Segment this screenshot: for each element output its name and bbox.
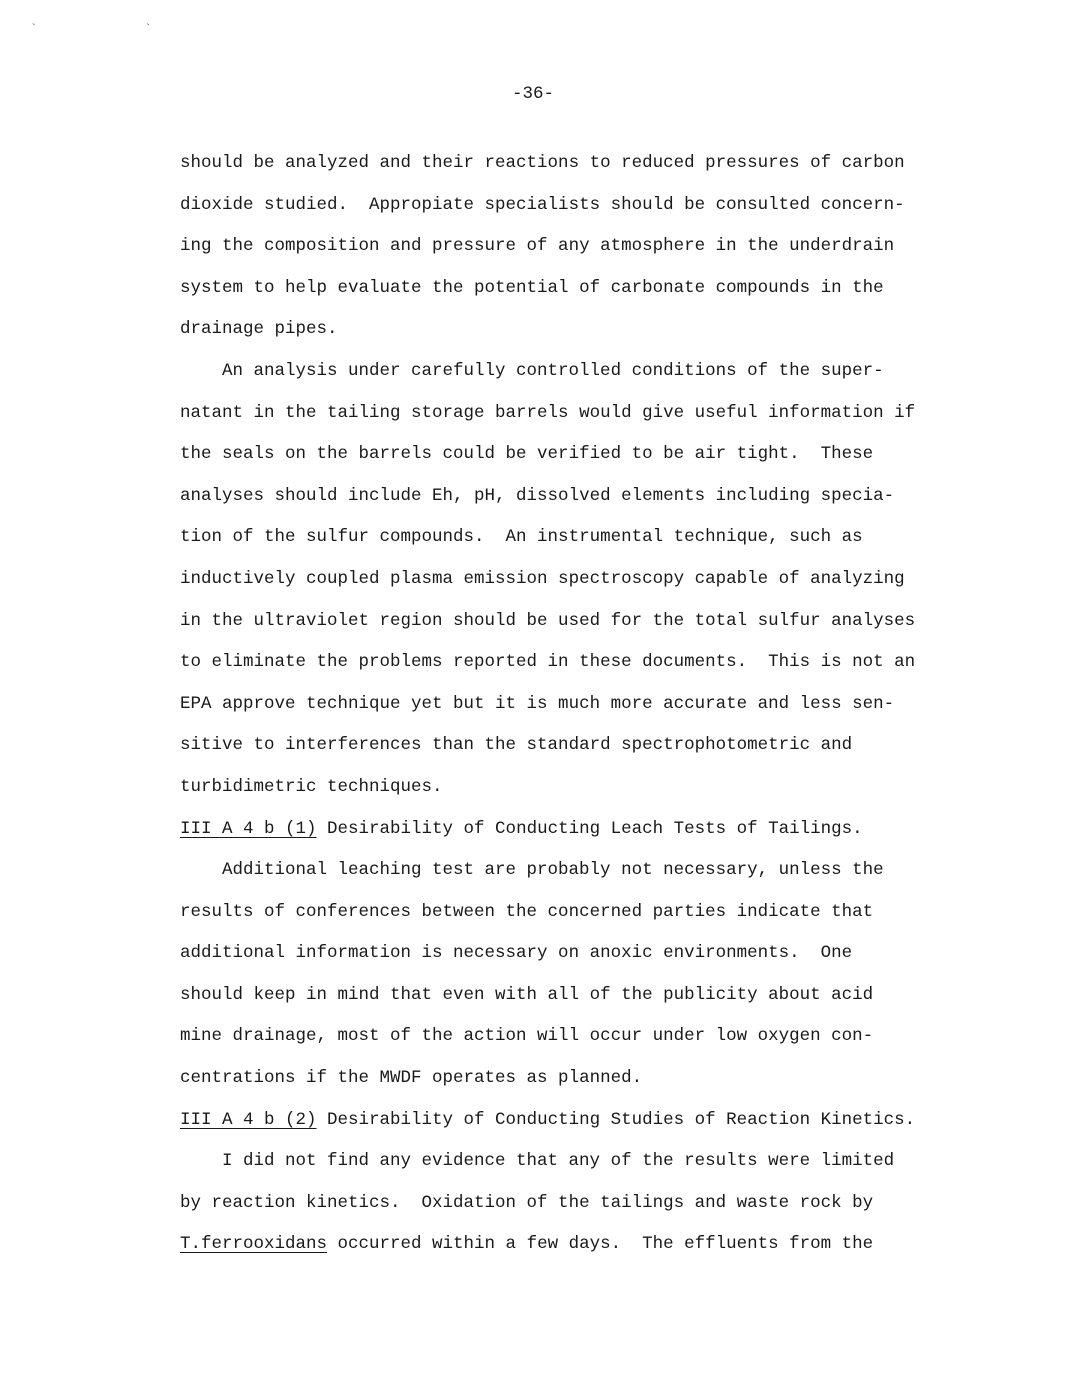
text-line: results of conferences between the concerned parties indicate that [180, 901, 874, 922]
species-name: T.ferrooxidans [180, 1234, 328, 1255]
section-title: Desirability of Conducting Studies of Reaction Kinetics. [316, 1109, 916, 1130]
text-line: additional information is necessary on anoxic environments. One [180, 943, 853, 964]
text-line: should be analyzed and their reactions to reduced pressures of carbon [180, 153, 905, 173]
paragraph-1 [180, 143, 940, 351]
text-line: inductively coupled plasma emission spectroscopy capable of analyzing [180, 568, 905, 589]
paragraph-2 [180, 351, 940, 809]
text-line: Additional leaching test are probably not necessary, unless the [222, 860, 884, 881]
text-line: turbidimetric techniques. [180, 776, 443, 797]
section-code: III A 4 b (2) [180, 1109, 317, 1130]
text-line: the seals on the barrels could be verified to be air tight. These [180, 444, 874, 465]
section-heading-1 [180, 809, 940, 851]
text-line: EPA approve technique yet but it is much more accurate and less sen- [180, 693, 895, 714]
text-line: in the ultraviolet region should be used for the total sulfur analyses [180, 610, 916, 631]
text-line: analyses should include Eh, pH, dissolved elements including specia- [180, 485, 895, 506]
text-line [180, 1224, 940, 1266]
text-line: sitive to interferences than the standard spectrophotometric and [180, 735, 853, 756]
text-line: ing the composition and pressure of any atmosphere in the underdrain [180, 236, 895, 257]
text-line: system to help evaluate the potential of carbonate compounds in the [180, 277, 884, 298]
text-line: should keep in mind that even with all of the publicity about acid [180, 984, 874, 1005]
text-line: An analysis under carefully controlled conditions of the super- [222, 360, 884, 381]
document-body [180, 143, 940, 1266]
text-line: centrations if the MWDF operates as planned. [180, 1068, 643, 1089]
text-line: drainage pipes. [180, 319, 338, 340]
text-line: by reaction kinetics. Oxidation of the tailings and waste rock by [180, 1192, 874, 1213]
text-line: I did not find any evidence that any of the results were limited [222, 1151, 895, 1172]
section-code: III A 4 b (1) [180, 818, 317, 839]
scan-specks: ` ` [30, 22, 202, 36]
section-title: Desirability of Conducting Leach Tests of Tailings. [316, 818, 863, 839]
text-line: mine drainage, most of the action will occur under low oxygen con- [180, 1026, 874, 1047]
paragraph-4 [180, 1141, 940, 1266]
page-number: -36- [511, 84, 554, 104]
text-line: natant in the tailing storage barrels would give useful information if [180, 402, 916, 423]
text-line: tion of the sulfur compounds. An instrumental technique, such as [180, 527, 863, 548]
text-line: dioxide studied. Appropiate specialists should be consulted concern- [180, 194, 905, 215]
text-line: to eliminate the problems reported in these documents. This is not an [180, 652, 916, 673]
paragraph-3 [180, 850, 940, 1100]
text-segment: occurred within a few days. The effluents from the [327, 1234, 874, 1255]
section-heading-2 [180, 1100, 940, 1142]
